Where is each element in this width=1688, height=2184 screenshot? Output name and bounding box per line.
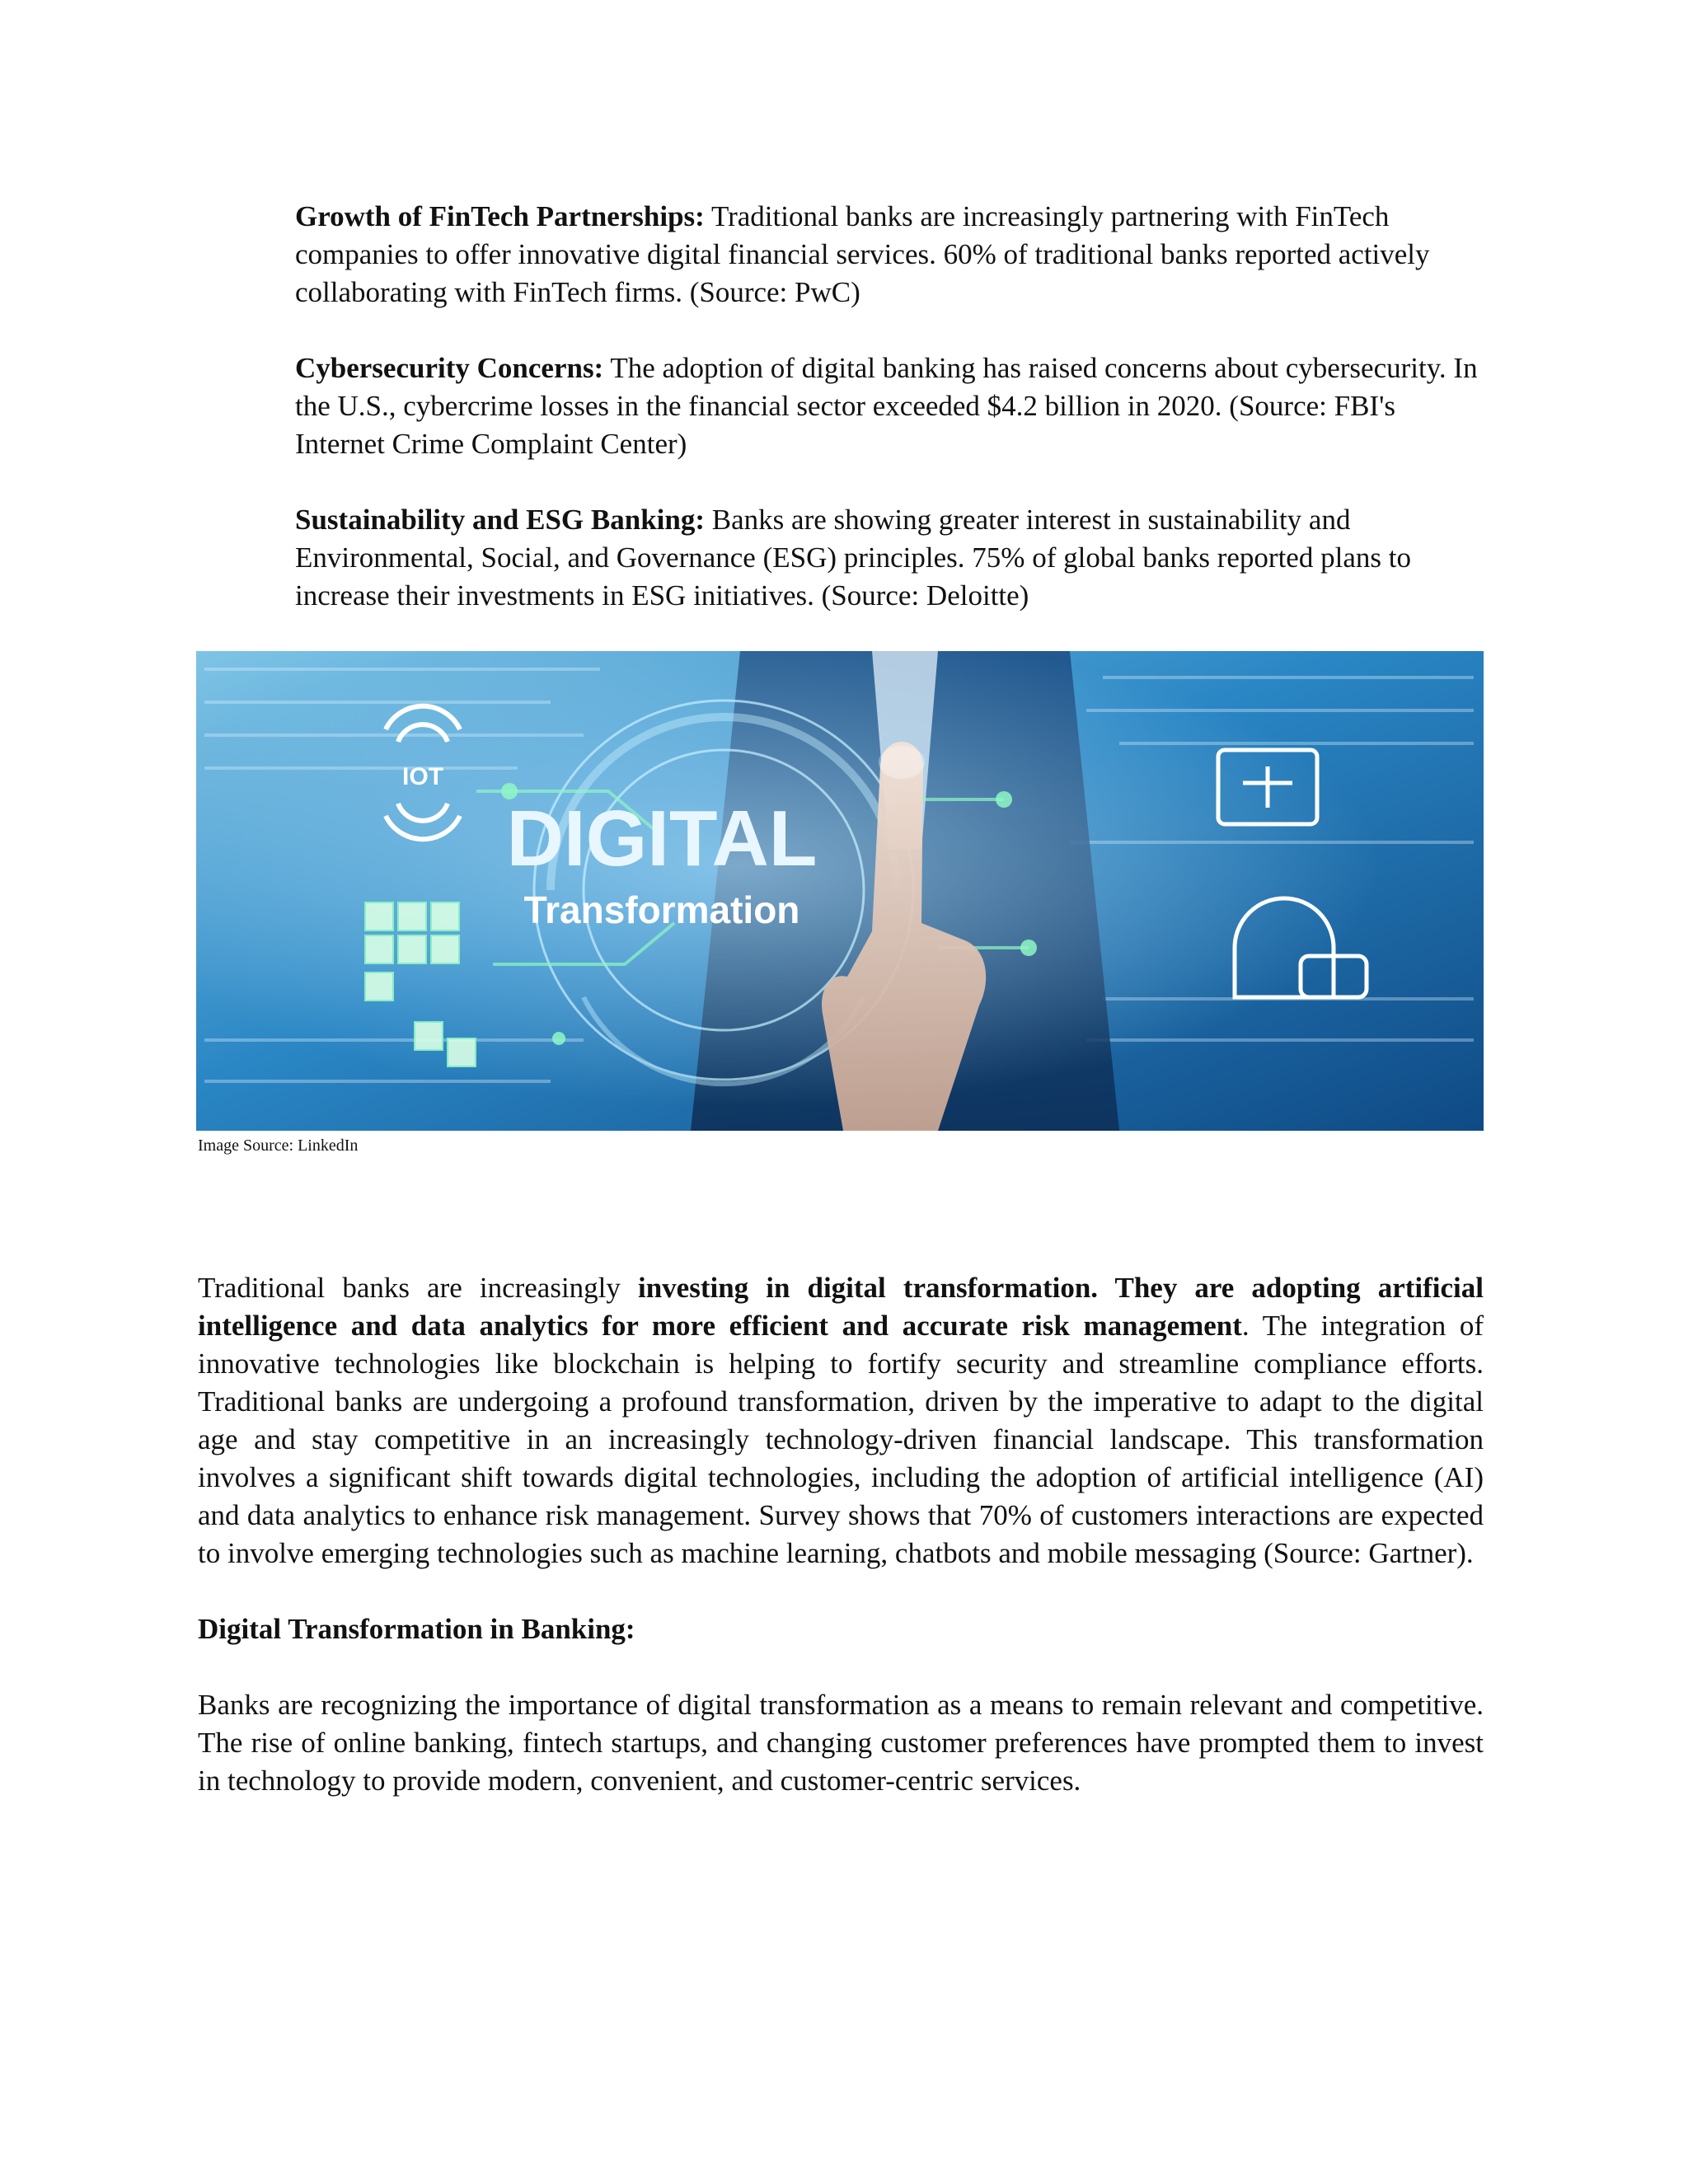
highlights-list bbox=[295, 198, 1482, 653]
section-paragraph: Banks are recognizing the importance of digital transformation as a means to remain relevant and competitive. The rise of online banking, fintech startups, and changing customer preferences have prompted them to invest in technology to provide modern, convenient, and customer-centric services. bbox=[198, 1689, 1484, 1797]
intro-bold-text: investing in digital transformation. They are adopting artificial intelligence and data analytics for more efficient and accurate risk management bbox=[198, 1272, 1484, 1342]
bullet-title: Cybersecurity Concerns: bbox=[295, 352, 604, 384]
illustration bbox=[196, 651, 1484, 1131]
intro-text-end: . The integration of innovative technologies like blockchain is helping to fortify security and streamline compliance efforts. Traditional banks are undergoing a profound transformation, driven by the imperative to adapt to the digital age and stay competitive in an increasingly technology-driven financial landscape. This transformation involves a significant shift towards digital technologies, including the adoption of artificial intelligence (AI) and data analytics to enhance risk management. Survey shows that 70% of customers interactions are expected to involve emerging technologies such as machine learning, chatbots and mobile messaging (Source: Gartner). bbox=[198, 1310, 1484, 1569]
bullet-title: Growth of FinTech Partnerships: bbox=[295, 200, 705, 232]
digital-word: DIGITAL bbox=[506, 794, 818, 883]
transformation-word: Transformation bbox=[523, 888, 800, 931]
body-text bbox=[198, 1269, 1484, 1800]
intro-text-start: Traditional banks are increasingly bbox=[198, 1272, 638, 1304]
digital-transformation-image bbox=[196, 651, 1484, 1131]
bullet-fintech-partnerships bbox=[295, 198, 1482, 312]
bullet-esg-banking bbox=[295, 501, 1482, 615]
bullet-cybersecurity bbox=[295, 349, 1482, 463]
bullet-text: Traditional banks are increasingly partnering with FinTech companies to offer innovative digital financial services. 60% of traditional banks reported actively collaborating with FinTech firms. (Source: PwC) bbox=[295, 200, 1430, 308]
bullet-title: Sustainability and ESG Banking: bbox=[295, 504, 706, 536]
bullet-text: Banks are showing greater interest in sustainability and Environmental, Social, and Governance (ESG) principles. 75% of global banks reported plans to increase their investments in ESG initiatives. (Source: Deloitte) bbox=[295, 504, 1411, 612]
section-heading: Digital Transformation in Banking: bbox=[198, 1613, 635, 1645]
bullet-text: The adoption of digital banking has raised concerns about cybersecurity. In the U.S., cybercrime losses in the financial sector exceeded $4.2 billion in 2020. (Source: FBI's Internet Crime Complaint Center) bbox=[295, 352, 1478, 460]
iot-label: IOT bbox=[402, 763, 443, 790]
image-caption: Image Source: LinkedIn bbox=[198, 1137, 359, 1155]
intro-paragraph bbox=[198, 1269, 1484, 1572]
